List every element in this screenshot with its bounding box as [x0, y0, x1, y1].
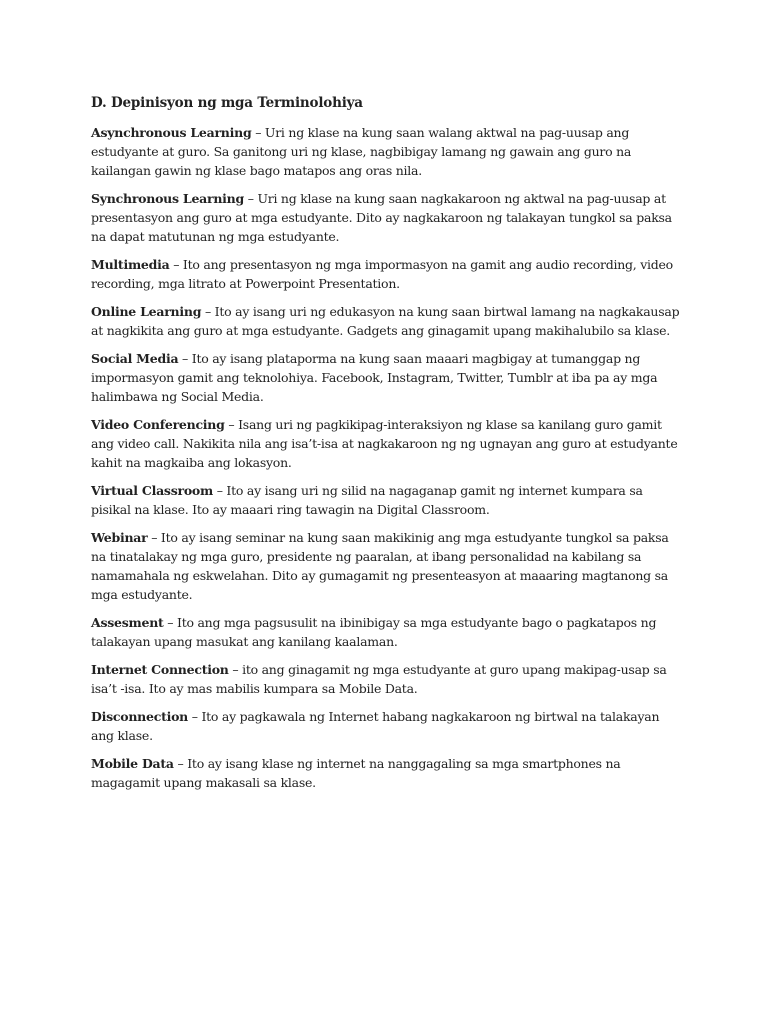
- term-definition: – Uri ng klase na kung saan walang aktwal na pag-uusap ang estudyante at guro. Sa ganitong uri ng klase, nagbibigay lamang ng gawain ang guro na kailangan gawin ng klase bago matapos ang oras nila.: [91, 125, 632, 178]
- term-definition: – Ito ay isang uri ng edukasyon na kung saan birtwal lamang na nagkakausap at nagkikita ang guro at mga estudyante. Gadgets ang ginagamit upang makihalubilo sa klase.: [91, 304, 680, 338]
- definition-multimedia: [91, 255, 683, 293]
- term-definition: – Ito ang presentasyon ng mga impormasyon na gamit ang audio recording, video recording, mga litrato at Powerpoint Presentation.: [91, 257, 673, 291]
- term-label: Multimedia: [91, 257, 170, 272]
- definition-webinar: [91, 528, 683, 604]
- term-definition: – Uri ng klase na kung saan nagkakaroon ng aktwal na pag-uusap at presentasyon ang guro at mga estudyante. Dito ay nagkakaroon ng talakayan tungkol sa paksa na dapat matutunan ng mga estudyante.: [91, 191, 672, 244]
- term-label: Mobile Data: [91, 756, 174, 771]
- definition-synchronous-learning: [91, 189, 683, 246]
- term-definition: – Ito ay isang uri ng silid na nagaganap gamit ng internet kumpara sa pisikal na klase. Ito ay maaari ring tawagin na Digital Classroom.: [91, 483, 643, 517]
- term-definition: – Ito ay isang seminar na kung saan makikinig ang mga estudyante tungkol sa paksa na tinatalakay ng mga guro, presidente ng paaralan, at ibang personalidad na kabilang sa namamahala ng eskwelahan. Dito ay gumagamit ng presenteasyon at maaaring magtanong sa mga estudyante.: [91, 530, 669, 602]
- term-label: Asynchronous Learning: [91, 125, 252, 140]
- term-definition: – Ito ay pagkawala ng Internet habang nagkakaroon ng birtwal na talakayan ang klase.: [91, 709, 660, 743]
- term-definition: – Ito ang mga pagsusulit na ibinibigay sa mga estudyante bago o pagkatapos ng talakayan upang masukat ang kanilang kaalaman.: [91, 615, 657, 649]
- term-definition: – Isang uri ng pagkikipag-interaksiyon ng klase sa kanilang guro gamit ang video call. Nakikita nila ang isa’t-isa at nagkakaroon ng ng ugnayan ang guro at estudyante kahit na magkaiba ang lokasyon.: [91, 417, 678, 470]
- section-heading: D. Depinisyon ng mga Terminolohiya: [91, 95, 363, 111]
- definition-internet-connection: [91, 660, 683, 698]
- definition-social-media: [91, 349, 683, 406]
- definition-asynchronous-learning: [91, 123, 683, 180]
- term-label: Internet Connection: [91, 662, 229, 677]
- term-label: Synchronous Learning: [91, 191, 244, 206]
- definition-mobile-data: [91, 754, 683, 792]
- term-definition: – Ito ay isang plataporma na kung saan maaari magbigay at tumanggap ng impormasyon gamit ang teknolohiya. Facebook, Instagram, Twitter, Tumblr at iba pa ay mga halimbawa ng Social Media.: [91, 351, 658, 404]
- definition-assesment: [91, 613, 683, 651]
- term-label: Webinar: [91, 530, 148, 545]
- term-label: Disconnection: [91, 709, 189, 724]
- term-definition: – ito ang ginagamit ng mga estudyante at guro upang makipag-usap sa isa’t -isa. Ito ay mas mabilis kumpara sa Mobile Data.: [91, 662, 667, 696]
- term-label: Video Conferencing: [91, 417, 225, 432]
- term-label: Virtual Classroom: [91, 483, 213, 498]
- definition-video-conferencing: [91, 415, 683, 472]
- definition-online-learning: [91, 302, 683, 340]
- term-label: Social Media: [91, 351, 179, 366]
- term-label: Online Learning: [91, 304, 202, 319]
- definition-virtual-classroom: [91, 481, 683, 519]
- document-page: [91, 93, 683, 801]
- definition-disconnection: [91, 707, 683, 745]
- term-definition: – Ito ay isang klase ng internet na nanggagaling sa mga smartphones na magagamit upang makasali sa klase.: [91, 756, 621, 790]
- term-label: Assesment: [91, 615, 164, 630]
